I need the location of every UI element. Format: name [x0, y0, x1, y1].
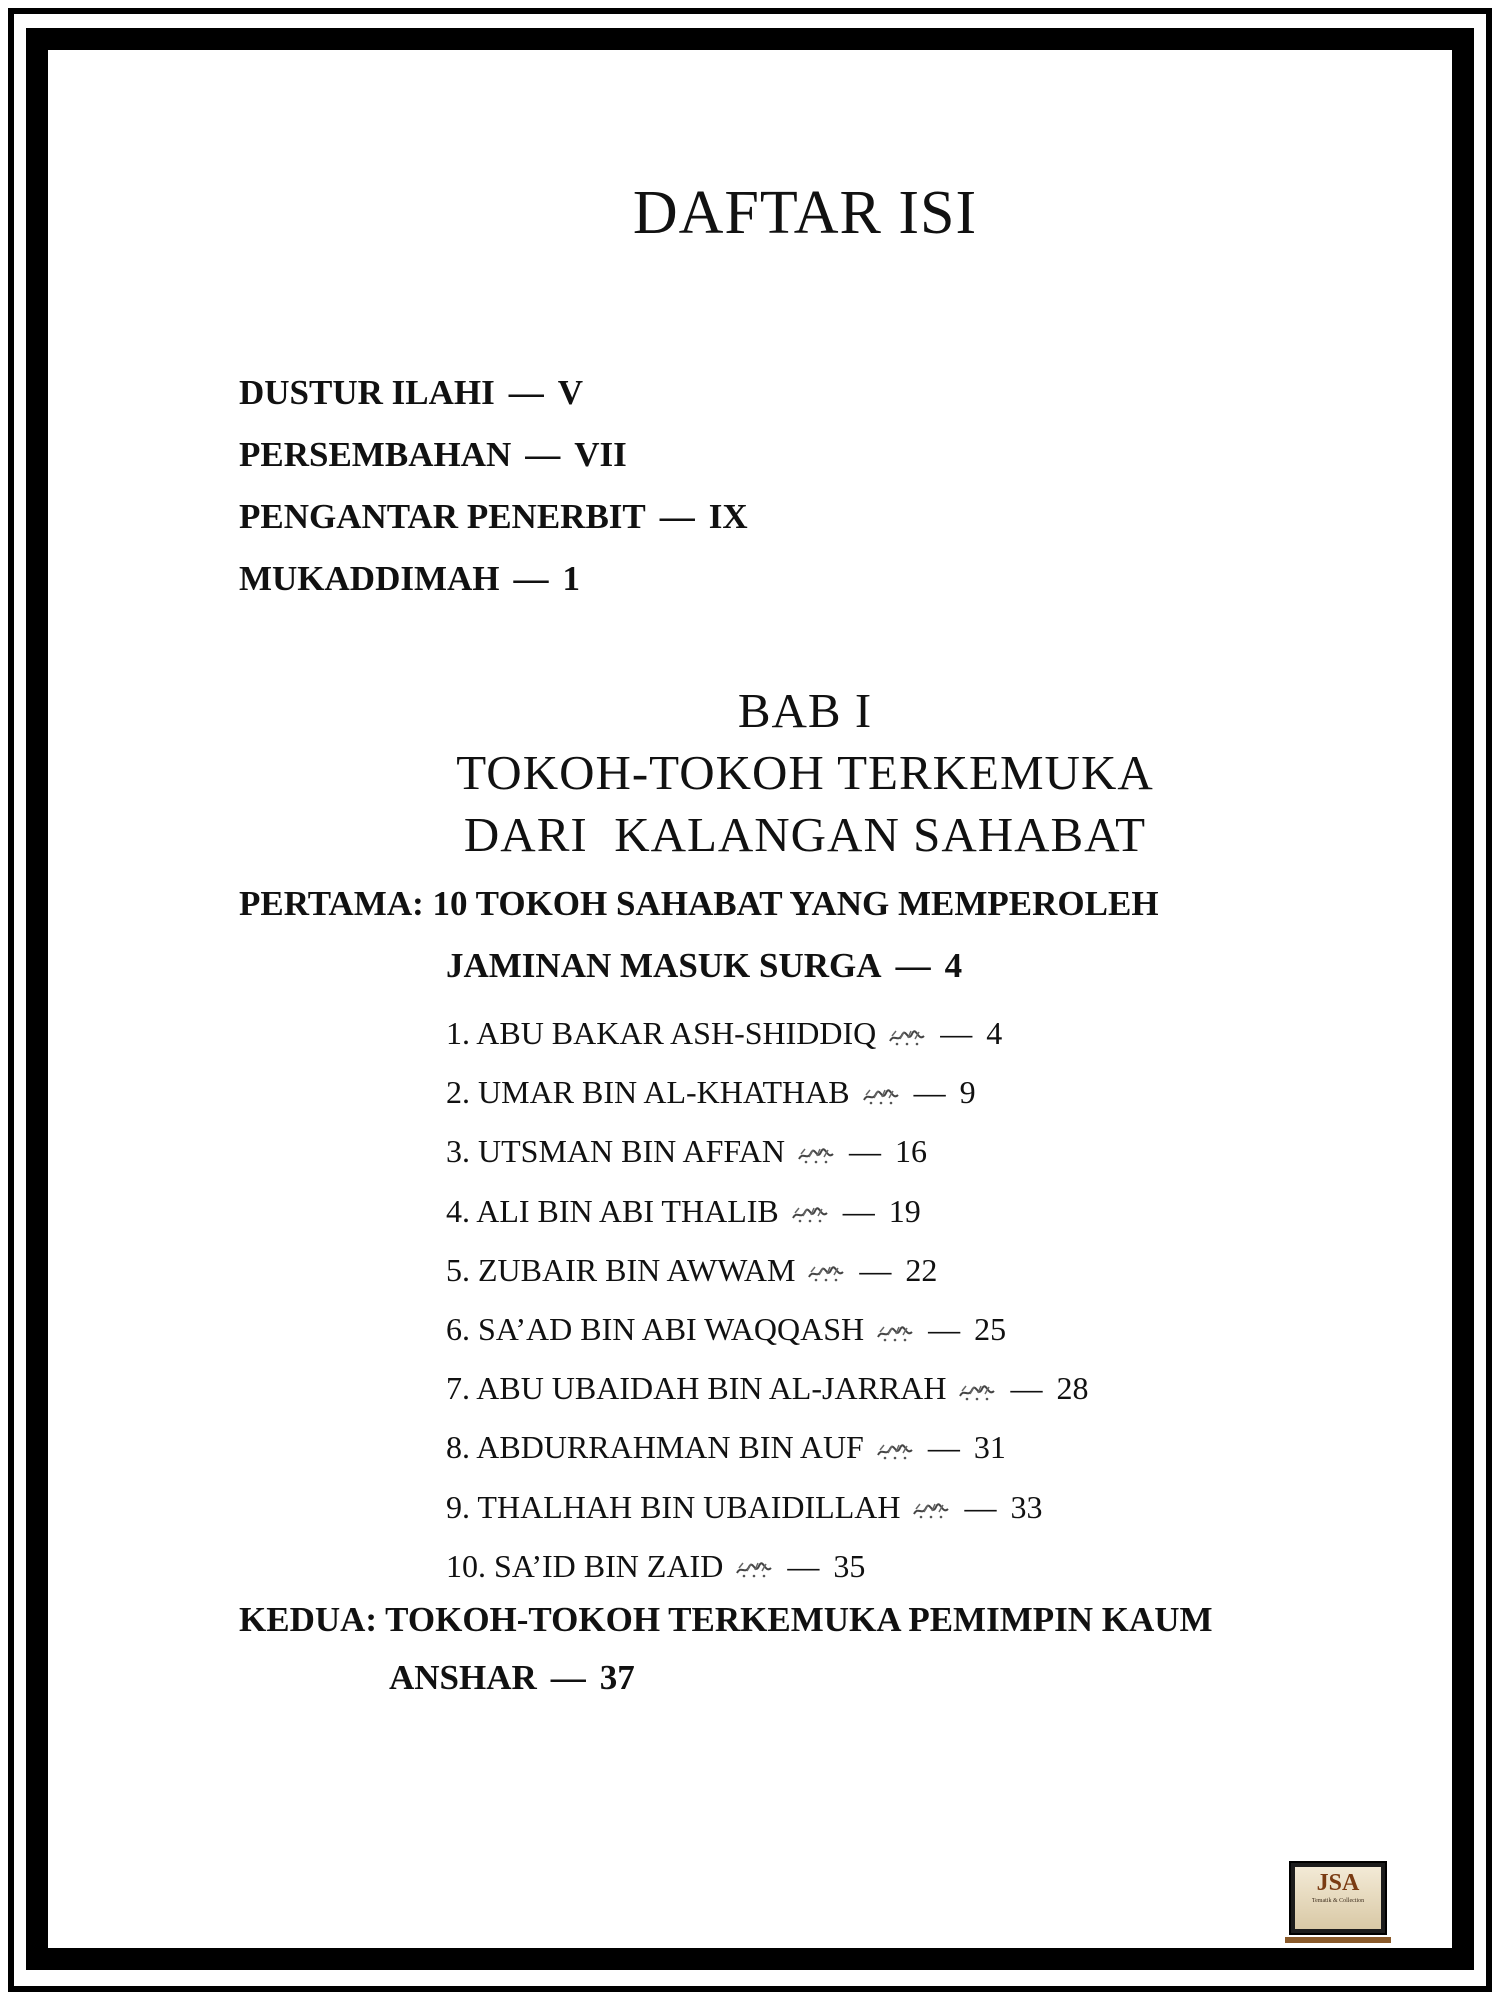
entry-name: 2. UMAR BIN AL-KHATHAB: [446, 1074, 850, 1111]
section-title-line2: [239, 1658, 1213, 1698]
toc-dash: —: [859, 1251, 892, 1288]
section-kedua[interactable]: [239, 1600, 1213, 1698]
toc-dash: —: [550, 1658, 586, 1697]
logo-subtitle: Tematik & Collection: [1311, 1898, 1365, 1904]
chapter-number: BAB I: [737, 683, 873, 738]
toc-dash: —: [659, 497, 695, 536]
toc-dash: —: [849, 1133, 882, 1170]
toc-dash: —: [525, 435, 561, 474]
toc-dash: —: [928, 1310, 961, 1347]
entry-name: 4. ALI BIN ABI THALIB: [446, 1192, 779, 1229]
section-pertama[interactable]: [239, 884, 1159, 986]
list-item[interactable]: [446, 1063, 1088, 1122]
list-item[interactable]: [446, 1241, 1088, 1300]
toc-page-number: 1: [562, 559, 581, 598]
page-title: DAFTAR ISI: [632, 179, 978, 247]
radhiyallahu-anhu-icon: [888, 1027, 926, 1047]
toc-dash: —: [1010, 1370, 1043, 1407]
toc-page-number: 25: [974, 1310, 1007, 1347]
entry-name: 9. THALHAH BIN UBAIDILLAH: [446, 1488, 901, 1525]
radhiyallahu-anhu-icon: [912, 1500, 950, 1520]
toc-page-number: 37: [599, 1658, 635, 1697]
logo-screen: [1295, 1867, 1381, 1929]
toc-page-number: 35: [833, 1547, 866, 1584]
radhiyallahu-anhu-icon: [791, 1204, 829, 1224]
section-title-line1: PERTAMA: 10 TOKOH SAHABAT YANG MEMPEROLEH: [239, 884, 1159, 923]
toc-page-number: VII: [574, 435, 627, 474]
chapter-title-line1: TOKOH-TOKOH TERKEMUKA: [456, 745, 1154, 800]
list-item[interactable]: [446, 1537, 1088, 1596]
toc-entry-mukaddimah[interactable]: [239, 548, 748, 610]
toc-page-number: 19: [888, 1192, 921, 1229]
list-item[interactable]: [446, 1359, 1088, 1418]
section-title-line1: KEDUA: TOKOH-TOKOH TERKEMUKA PEMIMPIN KAUM: [239, 1600, 1213, 1639]
toc-dash: —: [508, 373, 544, 412]
radhiyallahu-anhu-icon: [876, 1441, 914, 1461]
section-title-text: ANSHAR: [389, 1658, 537, 1697]
toc-dash: —: [842, 1192, 875, 1229]
list-item[interactable]: [446, 1004, 1088, 1063]
sahabat-entry-list: [446, 1004, 1088, 1596]
list-item[interactable]: [446, 1418, 1088, 1477]
list-item[interactable]: [446, 1478, 1088, 1537]
list-item[interactable]: [446, 1122, 1088, 1181]
toc-page-number: IX: [708, 497, 748, 536]
section-title-text: JAMINAN MASUK SURGA: [446, 946, 882, 985]
list-item[interactable]: [446, 1182, 1088, 1241]
toc-dash: —: [927, 1429, 960, 1466]
toc-page-number: 9: [959, 1074, 976, 1111]
entry-name: 3. UTSMAN BIN AFFAN: [446, 1133, 786, 1170]
toc-page-number: 33: [1010, 1488, 1043, 1525]
entry-name: 5. ZUBAIR BIN AWWAM: [446, 1251, 796, 1288]
toc-entry-label: MUKADDIMAH: [239, 559, 500, 598]
toc-page-number: V: [557, 373, 584, 412]
section-title-line2: [239, 946, 1159, 986]
radhiyallahu-anhu-icon: [735, 1559, 773, 1579]
toc-page-number: 28: [1056, 1370, 1089, 1407]
toc-dash: —: [940, 1015, 973, 1051]
logo-base: [1285, 1937, 1391, 1943]
radhiyallahu-anhu-icon: [797, 1145, 835, 1165]
toc-entry-pengantar-penerbit[interactable]: [239, 486, 748, 548]
toc-page-number: 31: [973, 1429, 1006, 1466]
entry-name: 1. ABU BAKAR ASH-SHIDDIQ: [446, 1015, 877, 1051]
toc-page-number: 22: [905, 1251, 938, 1288]
entry-name: 6. SA’AD BIN ABI WAQQASH: [446, 1310, 865, 1347]
entry-name: 7. ABU UBAIDAH BIN AL-JARRAH: [446, 1370, 947, 1407]
toc-page-number: 4: [944, 946, 963, 985]
chapter-heading: [0, 680, 1500, 866]
toc-entry-label: PENGANTAR PENERBIT: [239, 497, 646, 536]
chapter-title-line2: DARI KALANGAN SAHABAT: [463, 807, 1147, 862]
toc-dash: —: [964, 1488, 997, 1525]
entry-name: 10. SA’ID BIN ZAID: [446, 1547, 724, 1584]
toc-entry-dustur-ilahi[interactable]: [239, 362, 748, 424]
toc-entry-persembahan[interactable]: [239, 424, 748, 486]
toc-entry-label: DUSTUR ILAHI: [239, 373, 495, 412]
publisher-logo: [1289, 1861, 1387, 1935]
radhiyallahu-anhu-icon: [862, 1086, 900, 1106]
toc-dash: —: [787, 1547, 820, 1584]
radhiyallahu-anhu-icon: [876, 1323, 914, 1343]
toc-dash: —: [913, 1074, 946, 1111]
logo-mark: JSA: [1316, 1870, 1360, 1896]
toc-dash: —: [513, 559, 549, 598]
list-item[interactable]: [446, 1300, 1088, 1359]
front-matter-list: [239, 362, 748, 610]
toc-page-number: 4: [986, 1015, 1003, 1051]
toc-entry-label: PERSEMBAHAN: [239, 435, 512, 474]
toc-page-number: 16: [895, 1133, 928, 1170]
radhiyallahu-anhu-icon: [958, 1382, 996, 1402]
radhiyallahu-anhu-icon: [807, 1263, 845, 1283]
entry-name: 8. ABDURRAHMAN BIN AUF: [446, 1429, 864, 1466]
toc-dash: —: [895, 946, 931, 985]
